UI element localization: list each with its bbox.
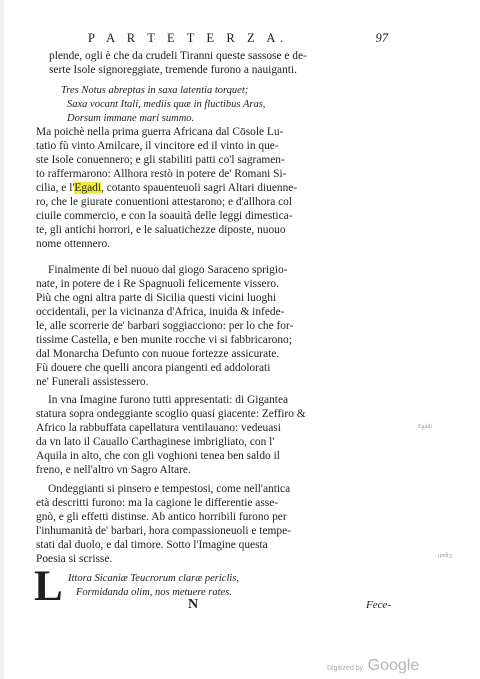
text-line: Aquila in alto, che con gli voghioni tenea ben saldo il [36,450,280,462]
text-line: ro, che le giurate conuentioni attestarono; e d'allhora col [36,196,293,208]
text-line: cilia, e l'Egadi, cotanto spauenteuoli sagri Altari diuenne- [36,182,298,194]
bleed-through-text: Egadi [438,552,452,558]
highlighted-term: Egadi [74,182,101,194]
margin-note: Egadi [418,424,432,430]
text-line: le, alle scorrerie de' barbari soggiacciono: per lo che for- [36,320,294,332]
text-line: nate, in potere de i Re Spagnuoli felicemente vissero. [36,278,279,290]
text-line: tissime Castella, e ben munite rocche vi si fabbricarono; [36,334,292,346]
text-line: l'inhumanità de' barbari, hora compassioneuoli e tempe- [36,525,291,537]
google-watermark [327,657,419,675]
verse-line: Saxa vocant Itali, mediis quæ in fluctibus Aras, [67,99,266,110]
signature-mark: N [188,597,200,612]
catchword: Fece- [366,599,392,611]
verse-line: Dorsum immane mari summo. [67,113,195,124]
page-edge [0,0,4,679]
text-line: età descritti furono: ma la cagione le differentie asse- [36,497,279,509]
text-line: Fù douere che quelli ancora piangenti ed addolorati [36,362,271,374]
text-line: nome ottennero. [36,238,111,250]
text-line: da vn lato il Cauallo Carthaginese imbrigliato, con l' [36,436,275,448]
text-line: serte Isole signoreggiate, tremende furono a nauiganti. [49,64,297,76]
text-line: Ondeggianti si pinsero e tempestosi, come nell'antica [48,483,291,495]
verse-line: Ittora Sicaniæ Teucrorum claræ periclis, [68,573,240,584]
text-line: Poesia si scrisse. [36,553,113,565]
text-line: Ma poichè nella prima guerra Africana dal Cōsole Lu- [36,126,284,138]
text-line: ne' Funerali assistessero. [36,376,149,388]
page-header [88,31,386,47]
verse-line: Tres Notus abreptas in saxa latentia torquet; [61,85,249,96]
text-line: te, gli antichi horrori, e le saluatichezze diposte, nuouo [36,224,286,236]
text-line: gnò, e gli effetti distinse. Ab antico horribili furono per [36,511,287,523]
text-line: to raffermarono: Allhora restò in potere de' Romani Si- [36,168,287,180]
text-line: occidentali, per la vicinanza d'Africa, inuida & infede- [36,306,285,318]
page-number: 97 [375,31,388,45]
running-title: P A R T E T E R Z A. [88,31,288,45]
text-line: Africo la rabbuffata capellatura ventilauano: vedeuasi [36,422,281,434]
verse-line: Formidanda olim, nos metuere rates. [76,587,232,598]
text-line: plende, ogli è che da crudeli Tiranni queste sassose e de- [49,50,307,62]
drop-cap: L [34,563,63,610]
text-line: Finalmente di bel nuouo dal giogo Saraceno sprigio- [48,264,288,276]
text-line: statura sopra ondeggiante scoglio quasi giacente: Zeffiro & [36,408,306,420]
google-logo: Google [367,657,420,674]
text-line: Più che ogni altra parte di Sicilia questi vicini luoghi [36,292,277,304]
text-line: ciuile commercio, e con la soauità delle leggi dimestica- [36,210,293,222]
text-line: dal Monarcha Defunto con nuoue fortezze assicurate. [36,348,280,360]
text-line: tatio fù vinto Amilcare, il vincitore ed il vinto in que- [36,140,279,152]
watermark-prefix: Digitized by [327,665,364,672]
text-line: freno, e nell'altro vn Sagro Altare. [36,464,191,476]
text-line: ste Isole conuennero; e gli stabiliti patti co'l sagramen- [36,154,285,166]
text-line: In vna Imagine furono tutti appresentati: di Gigantea [48,394,289,406]
text-line: stati dal duolo, e dal timore. Sotto l'Imagine questa [36,539,268,551]
